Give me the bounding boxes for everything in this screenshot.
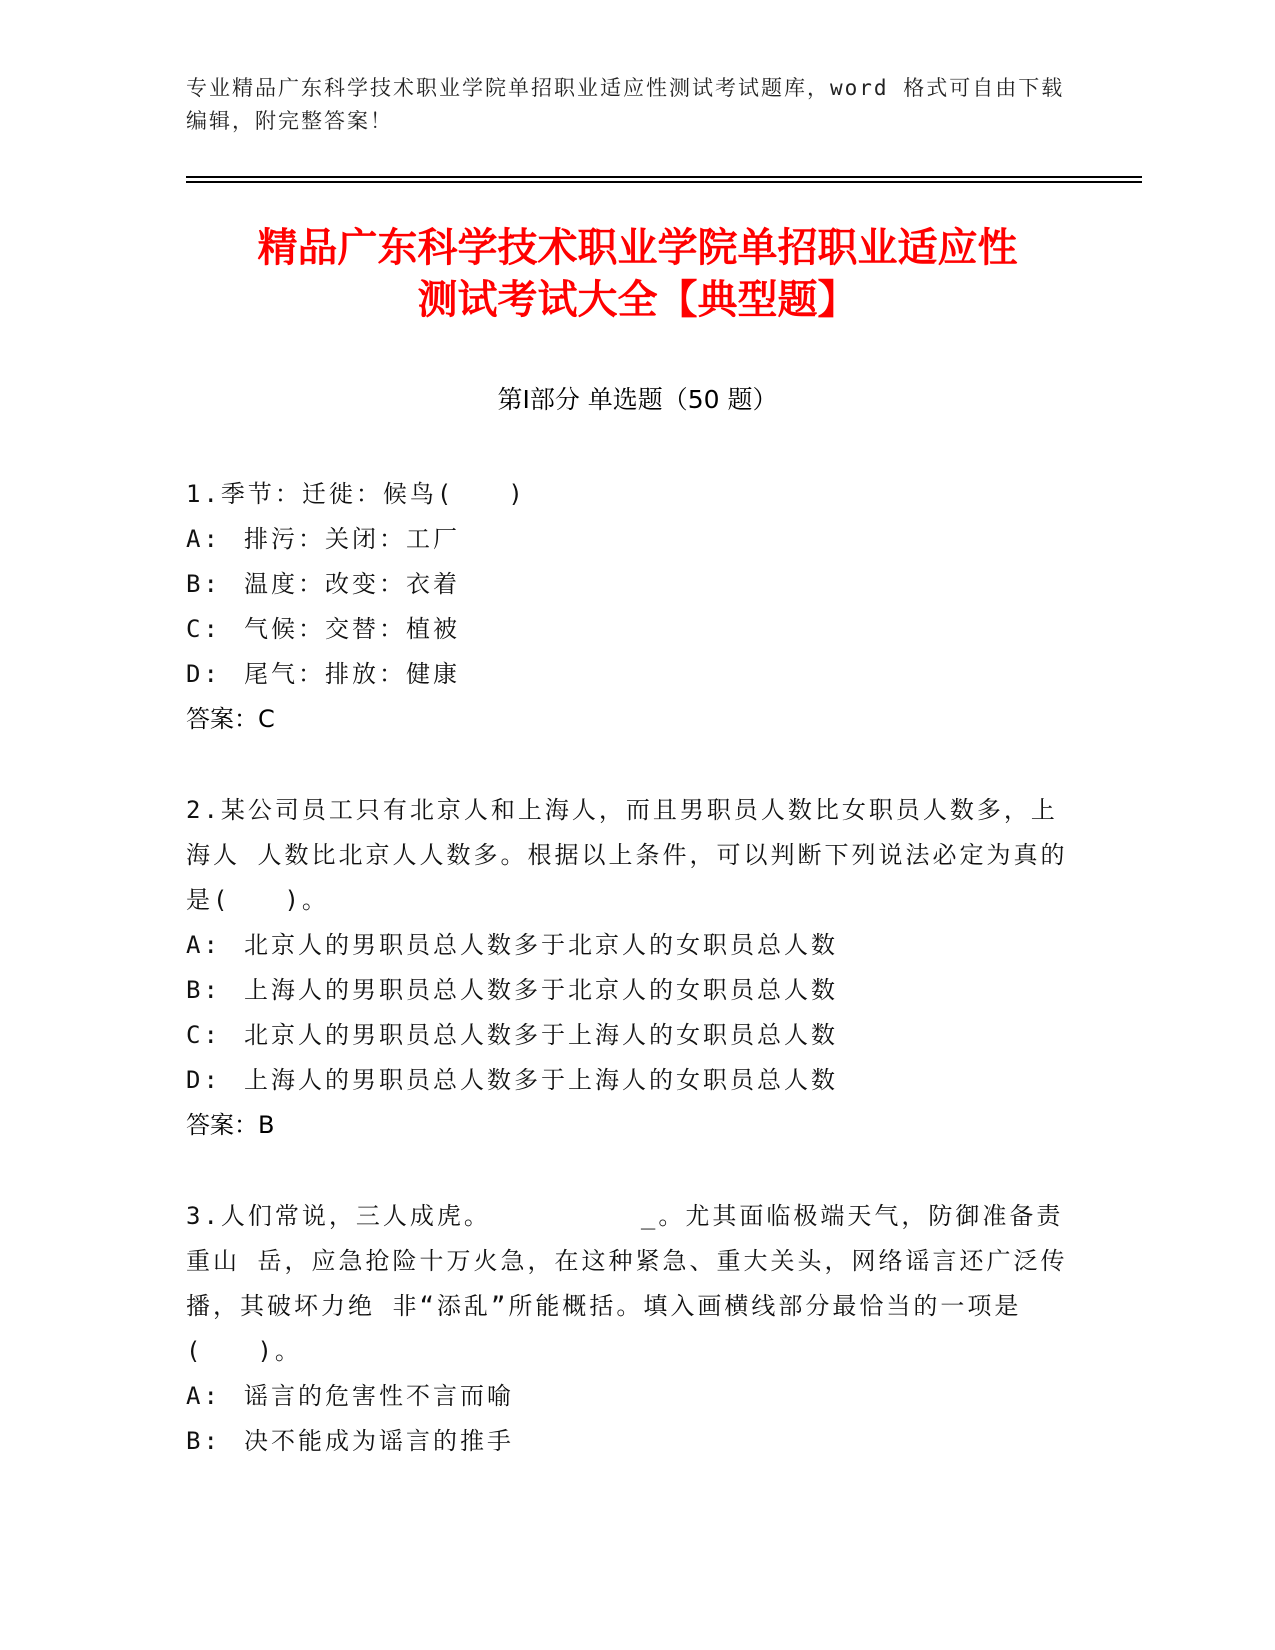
option-text: 温度：改变：衣着 bbox=[244, 570, 460, 598]
question-list bbox=[186, 472, 1076, 1510]
header-note: 专业精品广东科学技术职业学院单招职业适应性测试考试题库，word 格式可自由下载编辑，附完整答案！ bbox=[186, 76, 1065, 133]
option-letter: D: bbox=[186, 660, 221, 688]
title-line-2: 测试考试大全【典型题】 bbox=[417, 277, 858, 323]
option-letter: C: bbox=[186, 1021, 221, 1049]
section-title: 第Ⅰ部分 单选题（50 题） bbox=[497, 385, 778, 414]
option-text: 上海人的男职员总人数多于北京人的女职员总人数 bbox=[244, 976, 838, 1004]
title-line-1: 精品广东科学技术职业学院单招职业适应性 bbox=[257, 225, 1018, 271]
option-letter: D: bbox=[186, 1066, 221, 1094]
option-a bbox=[186, 1374, 1076, 1419]
document-title bbox=[150, 222, 1125, 326]
option-c bbox=[186, 1013, 1076, 1058]
option-a bbox=[186, 923, 1076, 968]
question-2 bbox=[186, 788, 1076, 1148]
question-3 bbox=[186, 1194, 1076, 1464]
option-b bbox=[186, 968, 1076, 1013]
option-letter: A: bbox=[186, 931, 221, 959]
question-1 bbox=[186, 472, 1076, 742]
question-stem: 2.某公司员工只有北京人和上海人，而且男职员人数比女职员人数多，上海人 人数比北京人人数多。根据以上条件，可以判断下列说法必定为真的是( )。 bbox=[186, 796, 1068, 914]
option-text: 尾气：排放：健康 bbox=[244, 660, 460, 688]
option-text: 气候：交替：植被 bbox=[244, 615, 460, 643]
option-text: 谣言的危害性不言而喻 bbox=[244, 1382, 514, 1410]
option-text: 北京人的男职员总人数多于北京人的女职员总人数 bbox=[244, 931, 838, 959]
option-text: 上海人的男职员总人数多于上海人的女职员总人数 bbox=[244, 1066, 838, 1094]
option-b bbox=[186, 1419, 1076, 1464]
option-a bbox=[186, 517, 1076, 562]
option-letter: A: bbox=[186, 1382, 221, 1410]
option-letter: C: bbox=[186, 615, 221, 643]
header-divider-top bbox=[186, 176, 1142, 178]
header-divider-bottom bbox=[186, 181, 1142, 183]
option-text: 排污：关闭：工厂 bbox=[244, 525, 460, 553]
option-text: 决不能成为谣言的推手 bbox=[244, 1427, 514, 1455]
option-d bbox=[186, 652, 1076, 697]
question-stem: 1.季节：迁徙：候鸟( ) bbox=[186, 480, 526, 508]
option-letter: B: bbox=[186, 1427, 221, 1455]
answer-line: 答案：B bbox=[186, 1111, 275, 1139]
option-b bbox=[186, 562, 1076, 607]
option-text: 北京人的男职员总人数多于上海人的女职员总人数 bbox=[244, 1021, 838, 1049]
option-letter: B: bbox=[186, 976, 221, 1004]
option-letter: A: bbox=[186, 525, 221, 553]
option-d bbox=[186, 1058, 1076, 1103]
option-letter: B: bbox=[186, 570, 221, 598]
answer-line: 答案：C bbox=[186, 705, 275, 733]
question-stem: 3.人们常说，三人成虎。 _。尤其面临极端天气，防御准备责重山 岳，应急抢险十万火急，在这种紧急、重大关头，网络谣言还广泛传播，其破坏力绝 非“添乱”所能概括。填入画横线部分最恰当的一项是( )。 bbox=[186, 1202, 1068, 1365]
option-c bbox=[186, 607, 1076, 652]
